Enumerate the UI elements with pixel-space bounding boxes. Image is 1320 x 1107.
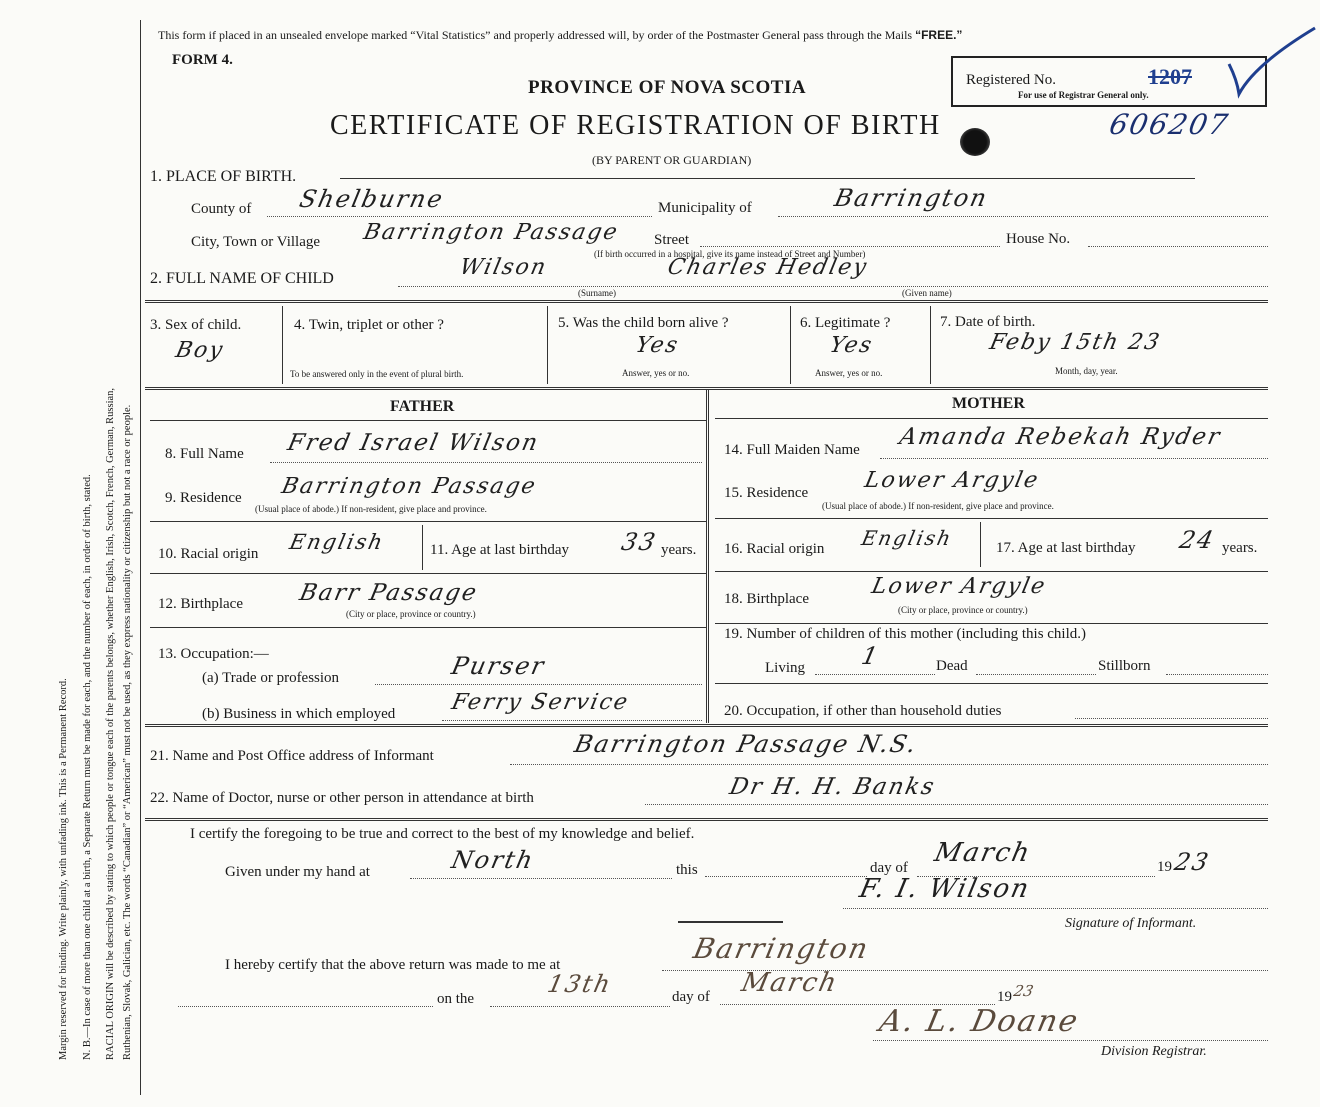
county-label: County of	[191, 201, 252, 217]
sex-value: Boy	[173, 338, 227, 363]
col-divider-2	[547, 306, 548, 384]
col-divider-3	[790, 306, 791, 384]
mother-residence-value: Lower Argyle	[862, 468, 1042, 493]
hereby-statement: I hereby certify that the above return was made to me at	[225, 957, 561, 973]
dead-line	[976, 674, 1096, 675]
place-of-birth-label: 1. PLACE OF BIRTH.	[150, 168, 297, 185]
check-mark-icon	[1225, 24, 1320, 100]
section-rule-3	[145, 724, 1268, 727]
doctor-line	[645, 804, 1268, 805]
father-age-label: 11. Age at last birthday	[430, 542, 569, 558]
business-value: Ferry Service	[449, 690, 632, 715]
legitimate-label: 6. Legitimate ?	[800, 315, 891, 331]
mother-birthplace-label: 18. Birthplace	[724, 591, 809, 607]
informant-line	[510, 764, 1268, 765]
year-prefix-label-2: 19	[997, 989, 1012, 1005]
born-alive-note: Answer, yes or no.	[622, 368, 690, 378]
sidebar-canadian-note: Ruthenian, Slovak, Galician, etc. The words “Canadian” or “American” must not be used, as they express nationality or citizenship but not a race or people.	[122, 404, 133, 1060]
stillborn-line	[1166, 674, 1268, 675]
children-living-value: 1	[859, 642, 883, 670]
mother-racial-origin-label: 16. Racial origin	[724, 541, 825, 557]
given-year-value: 23	[1172, 848, 1213, 876]
father-racial-origin-label: 10. Racial origin	[158, 546, 259, 562]
father-rule-d	[150, 627, 706, 628]
hospital-note: (If birth occurred in a hospital, give its name instead of Street and Number)	[594, 249, 866, 259]
city-value: Barrington Passage	[361, 220, 622, 245]
full-name-child-label: 2. FULL NAME OF CHILD	[150, 270, 334, 287]
given-at-value: North	[449, 846, 538, 874]
date-of-birth-note: Month, day, year.	[1055, 366, 1118, 376]
born-alive-label: 5. Was the child born alive ?	[558, 315, 729, 331]
ink-blot	[960, 128, 990, 156]
registrar-line	[873, 1040, 1268, 1041]
county-line	[267, 216, 652, 217]
sidebar-rule	[140, 20, 141, 1095]
given-name-caption: (Given name)	[902, 288, 952, 298]
registered-day-line	[490, 1006, 670, 1007]
born-alive-value: Yes	[633, 333, 682, 358]
registered-handwritten-number: 606207	[1106, 108, 1233, 141]
living-label: Living	[765, 660, 805, 676]
registered-year-value: 23	[1012, 982, 1036, 1000]
father-full-name-value: Fred Israel Wilson	[285, 430, 542, 456]
house-no-line	[1088, 246, 1268, 247]
business-line	[442, 720, 702, 721]
signature-line	[843, 908, 1268, 909]
legitimate-note: Answer, yes or no.	[815, 368, 883, 378]
parents-divider	[706, 390, 709, 723]
legitimate-value: Yes	[827, 333, 876, 358]
mother-heading: MOTHER	[952, 395, 1025, 412]
mother-rule-d	[715, 623, 1268, 624]
father-racial-origin-value: English	[287, 530, 387, 554]
registered-label: Registered No.	[966, 72, 1056, 88]
father-years-label: years.	[661, 542, 697, 558]
mother-years-label: years.	[1222, 540, 1258, 556]
city-label: City, Town or Village	[191, 234, 321, 250]
place-of-birth-rule	[340, 178, 1195, 179]
mother-usual-place-note: (Usual place of abode.) If non-resident, give place and province.	[822, 501, 1054, 511]
registered-month-value: March	[738, 968, 842, 998]
date-of-birth-label: 7. Date of birth.	[940, 314, 1036, 330]
dead-label: Dead	[936, 658, 968, 674]
day-of-label-2: day of	[672, 989, 710, 1005]
on-the-label: on the	[437, 991, 475, 1007]
mailing-notice-free: “FREE.”	[915, 28, 963, 42]
father-age-divider	[422, 525, 423, 570]
trade-value: Purser	[449, 652, 549, 680]
division-registrar-caption: Division Registrar.	[1101, 1044, 1207, 1059]
mother-occupation-line	[1075, 718, 1268, 719]
mother-rule-e	[715, 683, 1268, 684]
municipality-label: Municipality of	[658, 200, 752, 216]
certificate-title: CERTIFICATE OF REGISTRATION OF BIRTH	[330, 110, 941, 141]
trade-label: (a) Trade or profession	[202, 670, 340, 686]
father-heading: FATHER	[390, 398, 455, 415]
year-prefix-label: 19	[1157, 859, 1172, 875]
child-surname-value: Wilson	[457, 255, 550, 280]
street-line	[700, 246, 1000, 247]
sidebar-racial-origin-note: RACIAL ORIGIN will be described by stating to which people or tongue each of the parents belongs, whether English, Irish, Scotch, French, German, Russian,	[105, 387, 116, 1060]
mother-maiden-name-value: Amanda Rebekah Ryder	[897, 424, 1224, 450]
on-the-lead-line	[178, 1006, 433, 1007]
house-no-label: House No.	[1006, 231, 1071, 247]
twin-label: 4. Twin, triplet or other ?	[294, 317, 444, 333]
day-of-label: day of	[870, 860, 908, 876]
registered-day-value: 13th	[545, 970, 615, 998]
county-value: Shelburne	[297, 185, 447, 213]
mother-rule-b	[715, 518, 1268, 519]
father-full-name-label: 8. Full Name	[165, 446, 244, 462]
mother-name-line	[880, 458, 1268, 459]
father-rule-b	[150, 521, 706, 522]
father-city-note: (City or place, province or country.)	[346, 609, 476, 619]
this-line	[705, 876, 867, 877]
registered-at-value: Barrington	[690, 932, 873, 965]
informant-label: 21. Name and Post Office address of Informant	[150, 748, 434, 764]
mother-rule-c	[715, 571, 1268, 572]
registered-struck-number: 1207	[1148, 64, 1192, 89]
registered-note: For use of Registrar General only.	[1018, 90, 1149, 100]
informant-signature: F. I. Wilson	[856, 874, 1034, 904]
this-label: this	[676, 862, 698, 878]
mother-age-label: 17. Age at last birthday	[996, 540, 1136, 556]
mother-residence-label: 15. Residence	[724, 485, 809, 501]
signature-informant-caption: Signature of Informant.	[1065, 916, 1197, 931]
municipality-line	[778, 216, 1268, 217]
mother-rule-a	[715, 418, 1268, 419]
mid-rule	[678, 921, 783, 923]
mother-maiden-name-label: 14. Full Maiden Name	[724, 442, 860, 458]
trade-line	[375, 684, 702, 685]
municipality-value: Barrington	[832, 184, 991, 212]
father-rule-c	[150, 573, 706, 574]
twin-note: To be answered only in the event of plural birth.	[290, 369, 464, 379]
living-line	[815, 674, 935, 675]
given-under-label: Given under my hand at	[225, 864, 370, 880]
section-rule-1	[145, 300, 1268, 303]
child-name-line	[398, 286, 1268, 287]
given-at-line	[410, 878, 672, 879]
given-month-value: March	[931, 838, 1035, 868]
stillborn-label: Stillborn	[1098, 658, 1151, 674]
sidebar-binding-note: Margin reserved for binding. Write plainly, with unfading ink. This is a Permanent Record.	[58, 678, 69, 1060]
mother-birthplace-value: Lower Argyle	[869, 574, 1049, 599]
father-usual-place-note: (Usual place of abode.) If non-resident, give place and province.	[255, 504, 487, 514]
province-heading: PROVINCE OF NOVA SCOTIA	[528, 77, 807, 98]
child-given-name-value: Charles Hedley	[665, 255, 871, 280]
mother-age-divider	[980, 522, 981, 567]
doctor-value: Dr H. H. Banks	[727, 774, 939, 800]
father-birthplace-value: Barr Passage	[297, 580, 481, 606]
doctor-label: 22. Name of Doctor, nurse or other person in attendance at birth	[150, 790, 534, 806]
father-rule-a	[150, 420, 706, 421]
surname-caption: (Surname)	[578, 288, 616, 298]
col-divider-1	[282, 306, 283, 384]
sex-label: 3. Sex of child.	[150, 317, 242, 333]
mother-age-value: 24	[1177, 526, 1218, 554]
section-rule-4	[145, 818, 1268, 821]
father-residence-value: Barrington Passage	[279, 474, 540, 499]
father-residence-label: 9. Residence	[165, 490, 242, 506]
certificate-subtitle: (BY PARENT OR GUARDIAN)	[592, 153, 752, 167]
occupation-label: 13. Occupation:—	[158, 646, 269, 662]
mailing-notice	[158, 28, 962, 43]
mother-racial-origin-value: English	[859, 526, 955, 550]
certify-statement: I certify the foregoing to be true and correct to the best of my knowledge and belief.	[190, 826, 695, 842]
father-age-value: 33	[619, 528, 660, 556]
col-divider-4	[930, 306, 931, 384]
street-label: Street	[654, 232, 689, 248]
father-name-line	[270, 462, 702, 463]
date-of-birth-value: Feby 15th 23	[987, 330, 1164, 355]
father-birthplace-label: 12. Birthplace	[158, 596, 243, 612]
mother-city-note: (City or place, province or country.)	[898, 605, 1028, 615]
children-label: 19. Number of children of this mother (including this child.)	[724, 626, 1087, 642]
registrar-signature: A. L. Doane	[876, 1004, 1083, 1039]
sidebar-multiple-births-note: N. B.—In case of more than one child at a birth, a Separate Return must be made for each, and the number of each, in order of birth, stated.	[82, 474, 93, 1060]
mother-occupation-label: 20. Occupation, if other than household duties	[724, 703, 1002, 719]
form-number: FORM 4.	[172, 52, 233, 68]
informant-value: Barrington Passage N.S.	[572, 730, 921, 758]
mailing-notice-text: This form if placed in an unsealed envelope marked “Vital Statistics” and properly addressed will, by order of the Postmaster General pass through the Mails	[158, 28, 913, 42]
business-label: (b) Business in which employed	[202, 706, 396, 722]
